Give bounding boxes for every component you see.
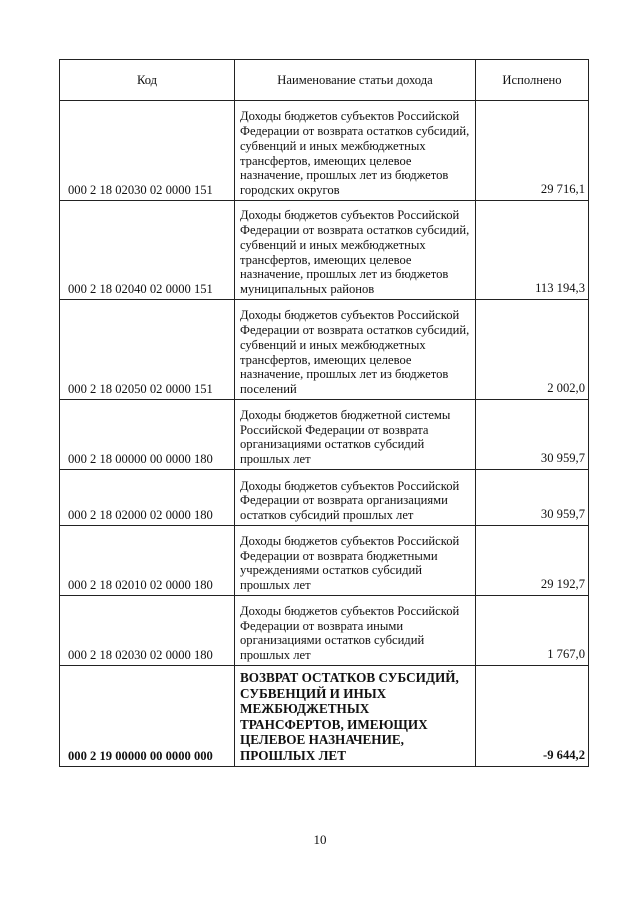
table-row [60,201,589,300]
revenue-table [59,59,589,767]
row-code: 000 2 18 02000 02 0000 180 [60,470,235,526]
row-value: -9 644,2 [476,666,589,767]
row-value: 2 002,0 [476,300,589,400]
row-name: Доходы бюджетов субъектов Российской Федерации от возврата организациями остатков субсидий прошлых лет [235,470,476,526]
row-name: Доходы бюджетов субъектов Российской Федерации от возврата остатков субсидий, субвенций и иных межбюджетных трансфертов, имеющих целевое назначение, прошлых лет из бюджетов городских округов [235,101,476,201]
table-row [60,101,589,201]
row-value: 1 767,0 [476,596,589,666]
table-row-total [60,666,589,767]
row-code: 000 2 18 02030 02 0000 180 [60,596,235,666]
header-code: Код [60,60,235,101]
row-value: 29 192,7 [476,526,589,596]
table-header-row [60,60,589,101]
row-value: 30 959,7 [476,470,589,526]
row-name: Доходы бюджетов субъектов Российской Федерации от возврата остатков субсидий, субвенций и иных межбюджетных трансфертов, имеющих целевое назначение, прошлых лет из бюджетов муниципальных районов [235,201,476,300]
row-name: Доходы бюджетов бюджетной системы Российской Федерации от возврата организациями остатков субсидий прошлых лет [235,400,476,470]
row-name: ВОЗВРАТ ОСТАТКОВ СУБСИДИЙ, СУБВЕНЦИЙ И ИНЫХ МЕЖБЮДЖЕТНЫХ ТРАНСФЕРТОВ, ИМЕЮЩИХ ЦЕЛЕВОЕ НАЗНАЧЕНИЕ, ПРОШЛЫХ ЛЕТ [235,666,476,767]
row-value: 113 194,3 [476,201,589,300]
table-row [60,470,589,526]
table-row [60,400,589,470]
row-code: 000 2 18 02010 02 0000 180 [60,526,235,596]
row-code: 000 2 18 02040 02 0000 151 [60,201,235,300]
row-name: Доходы бюджетов субъектов Российской Федерации от возврата иными организациями остатков субсидий прошлых лет [235,596,476,666]
table-row [60,596,589,666]
header-name: Наименование статьи дохода [235,60,476,101]
row-name: Доходы бюджетов субъектов Российской Федерации от возврата бюджетными учреждениями остатков субсидий прошлых лет [235,526,476,596]
table-row [60,526,589,596]
header-executed: Исполнено [476,60,589,101]
page-number: 10 [313,832,327,847]
row-code: 000 2 18 02030 02 0000 151 [60,101,235,201]
row-code: 000 2 19 00000 00 0000 000 [60,666,235,767]
row-value: 30 959,7 [476,400,589,470]
row-code: 000 2 18 00000 00 0000 180 [60,400,235,470]
table-row [60,300,589,400]
row-value: 29 716,1 [476,101,589,201]
row-code: 000 2 18 02050 02 0000 151 [60,300,235,400]
row-name: Доходы бюджетов субъектов Российской Федерации от возврата остатков субсидий, субвенций и иных межбюджетных трансфертов, имеющих целевое назначение, прошлых лет из бюджетов поселений [235,300,476,400]
